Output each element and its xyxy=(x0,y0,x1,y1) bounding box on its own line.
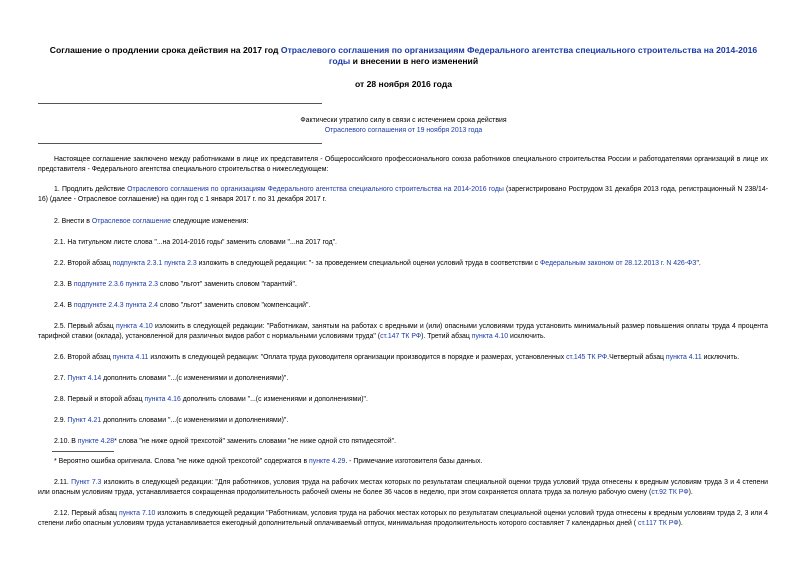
link-labor-code-145[interactable]: ст.145 ТК РФ xyxy=(566,354,608,361)
paragraph-2-4: 2.4. В подпункте 2.4.3 пункта 2.4 слово "льгот" заменить словом "компенсаций". xyxy=(54,302,311,309)
document-title xyxy=(40,45,767,67)
paragraph-2-3: 2.3. В подпункте 2.3.6 пункта 2.3 слово "льгот" заменить словом "гарантий". xyxy=(54,281,297,288)
link-item-2-3-b[interactable]: пункта 2.3 xyxy=(125,281,158,288)
footnote: * Вероятно ошибка оригинала. Слова "не ниже одной трехсотой" содержатся в пункте 4.29. - Примечание изготовителя базы данных. xyxy=(54,458,483,465)
link-item-4-11[interactable]: пункта 4.11 xyxy=(112,354,149,361)
title-agreement-link[interactable]: Отраслевого соглашения по организациям Федерального агентства специального строительства на 2014-2016 годы xyxy=(280,45,758,66)
status-divider xyxy=(38,143,322,144)
document-date: от 28 ноября 2016 года xyxy=(354,79,453,89)
paragraph-2: 2. Внести в Отраслевое соглашение следующие изменения: xyxy=(54,218,249,225)
link-federal-law-426[interactable]: Федеральным законом от 28.12.2013 г. N 426-ФЗ xyxy=(540,260,697,267)
status-note xyxy=(200,116,607,135)
link-labor-code-92[interactable]: ст.92 ТК РФ xyxy=(651,488,689,496)
link-item-4-10-b[interactable]: пункта 4.10 xyxy=(471,332,509,340)
link-labor-code-117[interactable]: ст.117 ТК РФ xyxy=(638,519,679,527)
link-subitem-2-4-3[interactable]: подпункте 2.4.3 xyxy=(73,302,124,309)
status-agreement-link[interactable]: Отраслевого соглашения от 19 ноября 2013 года xyxy=(324,126,483,134)
link-item-2-3[interactable]: пункта 2.3 xyxy=(164,260,197,267)
paragraph-2-6: 2.6. Второй абзац пункта 4.11 изложить в следующей редакции: "Оплата труда руководителя организации производится в порядке и размерах, установленных ст.145 ТК РФ.Четвертый абзац пункта 4.11 исключить. xyxy=(54,354,740,361)
link-otraslevoe-soglashenie[interactable]: Отраслевое соглашение xyxy=(91,218,171,225)
link-item-7-3[interactable]: Пункт 7.3 xyxy=(71,479,102,486)
link-agreement-2014-2016[interactable]: Отраслевого соглашения по организациям Федерального агентства специального строительства на 2014-2016 годы xyxy=(127,186,504,193)
paragraph-2-7: 2.7. Пункт 4.14 дополнить словами "...(с изменениями и дополнениями)". xyxy=(54,375,289,382)
paragraph-2-8: 2.8. Первый и второй абзац пункта 4.16 дополнить словами "...(с изменениями и дополнениями)". xyxy=(54,396,368,403)
paragraph-1: 1. Продлить действие Отраслевого соглашения по организациям Федерального агентства специального строительства на 2014-2016 годы (зарегистрировано Рострудом 31 декабря 2013 года, регистрационный N 238/14-16) (далее - Отраслевое соглашение) на один год с 1 января 2017 г. по 31 декабря 2017 г. xyxy=(38,186,768,203)
link-item-2-4[interactable]: пункта 2.4 xyxy=(125,302,158,309)
link-item-4-14[interactable]: Пункт 4.14 xyxy=(67,375,102,382)
link-item-7-10[interactable]: пункта 7.10 xyxy=(118,510,156,517)
title-text: Соглашение о продлении срока действия на 2017 год xyxy=(49,45,281,55)
paragraph-intro: Настоящее соглашение заключено между работниками в лице их представителя - Общероссийского профессионального союза работников специального строительства России и работодателями организаций в лице их представителя - Федерального агентства специального строительства о нижеследующем: xyxy=(38,156,768,173)
status-text: Фактически утратило силу в связи с истечением срока действия xyxy=(300,117,507,124)
link-labor-code-147[interactable]: ст.147 ТК РФ xyxy=(380,332,422,340)
paragraph-2-10: 2.10. В пункте 4.28* слова "не ниже одной трехсотой" заменить словами "не ниже одной сто пятидесятой". xyxy=(54,438,397,445)
link-item-4-11-b[interactable]: пункта 4.11 xyxy=(665,354,702,361)
link-item-4-29[interactable]: пункте 4.29 xyxy=(309,458,346,465)
paragraph-2-1: 2.1. На титульном листе слова "...на 2014-2016 годы" заменить словами "...на 2017 год". xyxy=(54,239,337,246)
title-text-end: и внесении в него изменений xyxy=(350,56,479,66)
paragraph-2-11: 2.11. Пункт 7.3 изложить в следующей редакции: "Для работников, условия труда на рабочих местах которых по результатам специальной оценки труда условий труда отнесены к вредным условиям труда 3 и 4 степени или опасным условиям труда, устанавливается сокращенная продолжительность рабочей смены не более 36 часов в неделю, при этом сохраняется оплата труда за полную рабочую смену (ст.92 ТК РФ). xyxy=(38,479,769,496)
link-item-4-21[interactable]: Пункт 4.21 xyxy=(67,417,102,424)
footnote-divider xyxy=(52,451,114,452)
header-divider xyxy=(38,103,322,104)
link-item-4-28[interactable]: пункте 4.28 xyxy=(77,438,115,445)
paragraph-2-12: 2.12. Первый абзац пункта 7.10 изложить в следующей редакции "Работникам, условия труда на рабочих местах которых по результатам специальной оценки условий труда отнесены к вредным условиям труда 2, 3 или 4 степени либо опасным условиям труда устанавливается ежегодный дополнительный оплачиваемый отпуск, минимальная продолжительность которого составляет 7 календарных дней ( ст.117 ТК РФ). xyxy=(38,510,769,527)
paragraph-2-2: 2.2. Второй абзац подпункта 2.3.1 пункта 2.3 изложить в следующей редакции: "- за проведением специальной оценки условий труда в соответствии с Федеральным законом от 28.12.2013 г. N 426-ФЗ". xyxy=(54,260,701,267)
paragraph-2-9: 2.9. Пункт 4.21 дополнить словами "...(с изменениями и дополнениями)". xyxy=(54,417,289,424)
link-subitem-2-3-1[interactable]: подпункта 2.3.1 xyxy=(112,260,163,267)
paragraph-2-5: 2.5. Первый абзац пункта 4.10 изложить в следующей редакции: "Работникам, занятым на работах с вредными и (или) опасными условиями труда установить минимальный размер повышения оплаты труда 4 процента тарифной ставки (оклада), установленной для различных видов работ с нормальными условиями труда" (ст.147 ТК РФ). Третий абзац пункта 4.10 исключить. xyxy=(38,323,768,340)
link-subitem-2-3-6[interactable]: подпункте 2.3.6 xyxy=(73,281,124,288)
link-item-4-10[interactable]: пункта 4.10 xyxy=(116,323,153,330)
link-item-4-16[interactable]: пункта 4.16 xyxy=(144,396,181,403)
